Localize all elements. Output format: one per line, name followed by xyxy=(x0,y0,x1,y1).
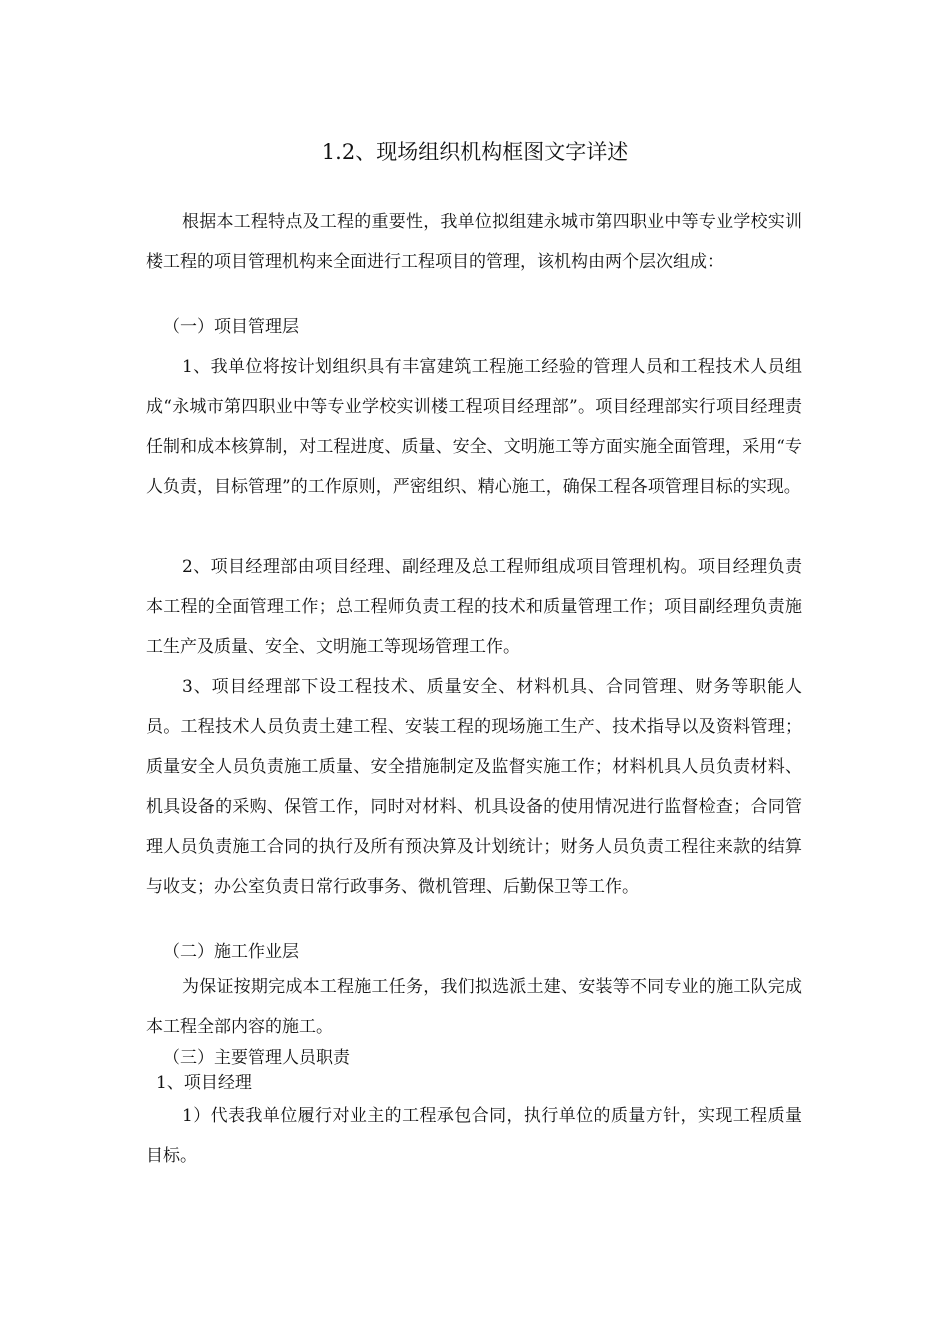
intro-paragraph: 根据本工程特点及工程的重要性，我单位拟组建永城市第四职业中等专业学校实训楼工程的项目管理机构来全面进行工程项目的管理，该机构由两个层次组成： xyxy=(146,212,802,272)
document-title: 1.2、现场组织机构框图文字详述 xyxy=(321,140,629,164)
paragraph-item-1: 1、我单位将按计划组织具有丰富建筑工程施工经验的管理人员和工程技术人员组成“永城市第四职业中等专业学校实训楼工程项目经理部”。项目经理部实行项目经理责任制和成本核算制，对工程进度、质量、安全、文明施工等方面实施全面管理，采用“专人负责，目标管理”的工作原则，严密组织、精心施工，确保工程各项管理目标的实现。 xyxy=(146,357,802,497)
section-heading-work-layer: （二）施工作业层 xyxy=(163,942,299,962)
section-heading-management-layer: （一）项目管理层 xyxy=(163,317,299,337)
subsection-heading-project-manager: 1、项目经理 xyxy=(156,1073,252,1093)
paragraph-item-2: 2、项目经理部由项目经理、副经理及总工程师组成项目管理机构。项目经理负责本工程的全面管理工作；总工程师负责工程的技术和质量管理工作；项目副经理负责施工生产及质量、安全、文明施工等现场管理工作。 xyxy=(146,557,802,657)
paragraph-pm-duty-1: 1）代表我单位履行对业主的工程承包合同，执行单位的质量方针，实现工程质量目标。 xyxy=(146,1106,802,1166)
section-heading-duties: （三）主要管理人员职责 xyxy=(163,1048,350,1068)
paragraph-work-layer: 为保证按期完成本工程施工任务，我们拟选派土建、安装等不同专业的施工队完成本工程全部内容的施工。 xyxy=(146,977,802,1037)
paragraph-item-3: 3、项目经理部下设工程技术、质量安全、材料机具、合同管理、财务等职能人员。工程技术人员负责土建工程、安装工程的现场施工生产、技术指导以及资料管理；质量安全人员负责施工质量、安全措施制定及监督实施工作；材料机具人员负责材料、机具设备的采购、保管工作，同时对材料、机具设备的使用情况进行监督检查；合同管理人员负责施工合同的执行及所有预决算及计划统计；财务人员负责工程往来款的结算与收支；办公室负责日常行政事务、微机管理、后勤保卫等工作。 xyxy=(146,677,802,897)
